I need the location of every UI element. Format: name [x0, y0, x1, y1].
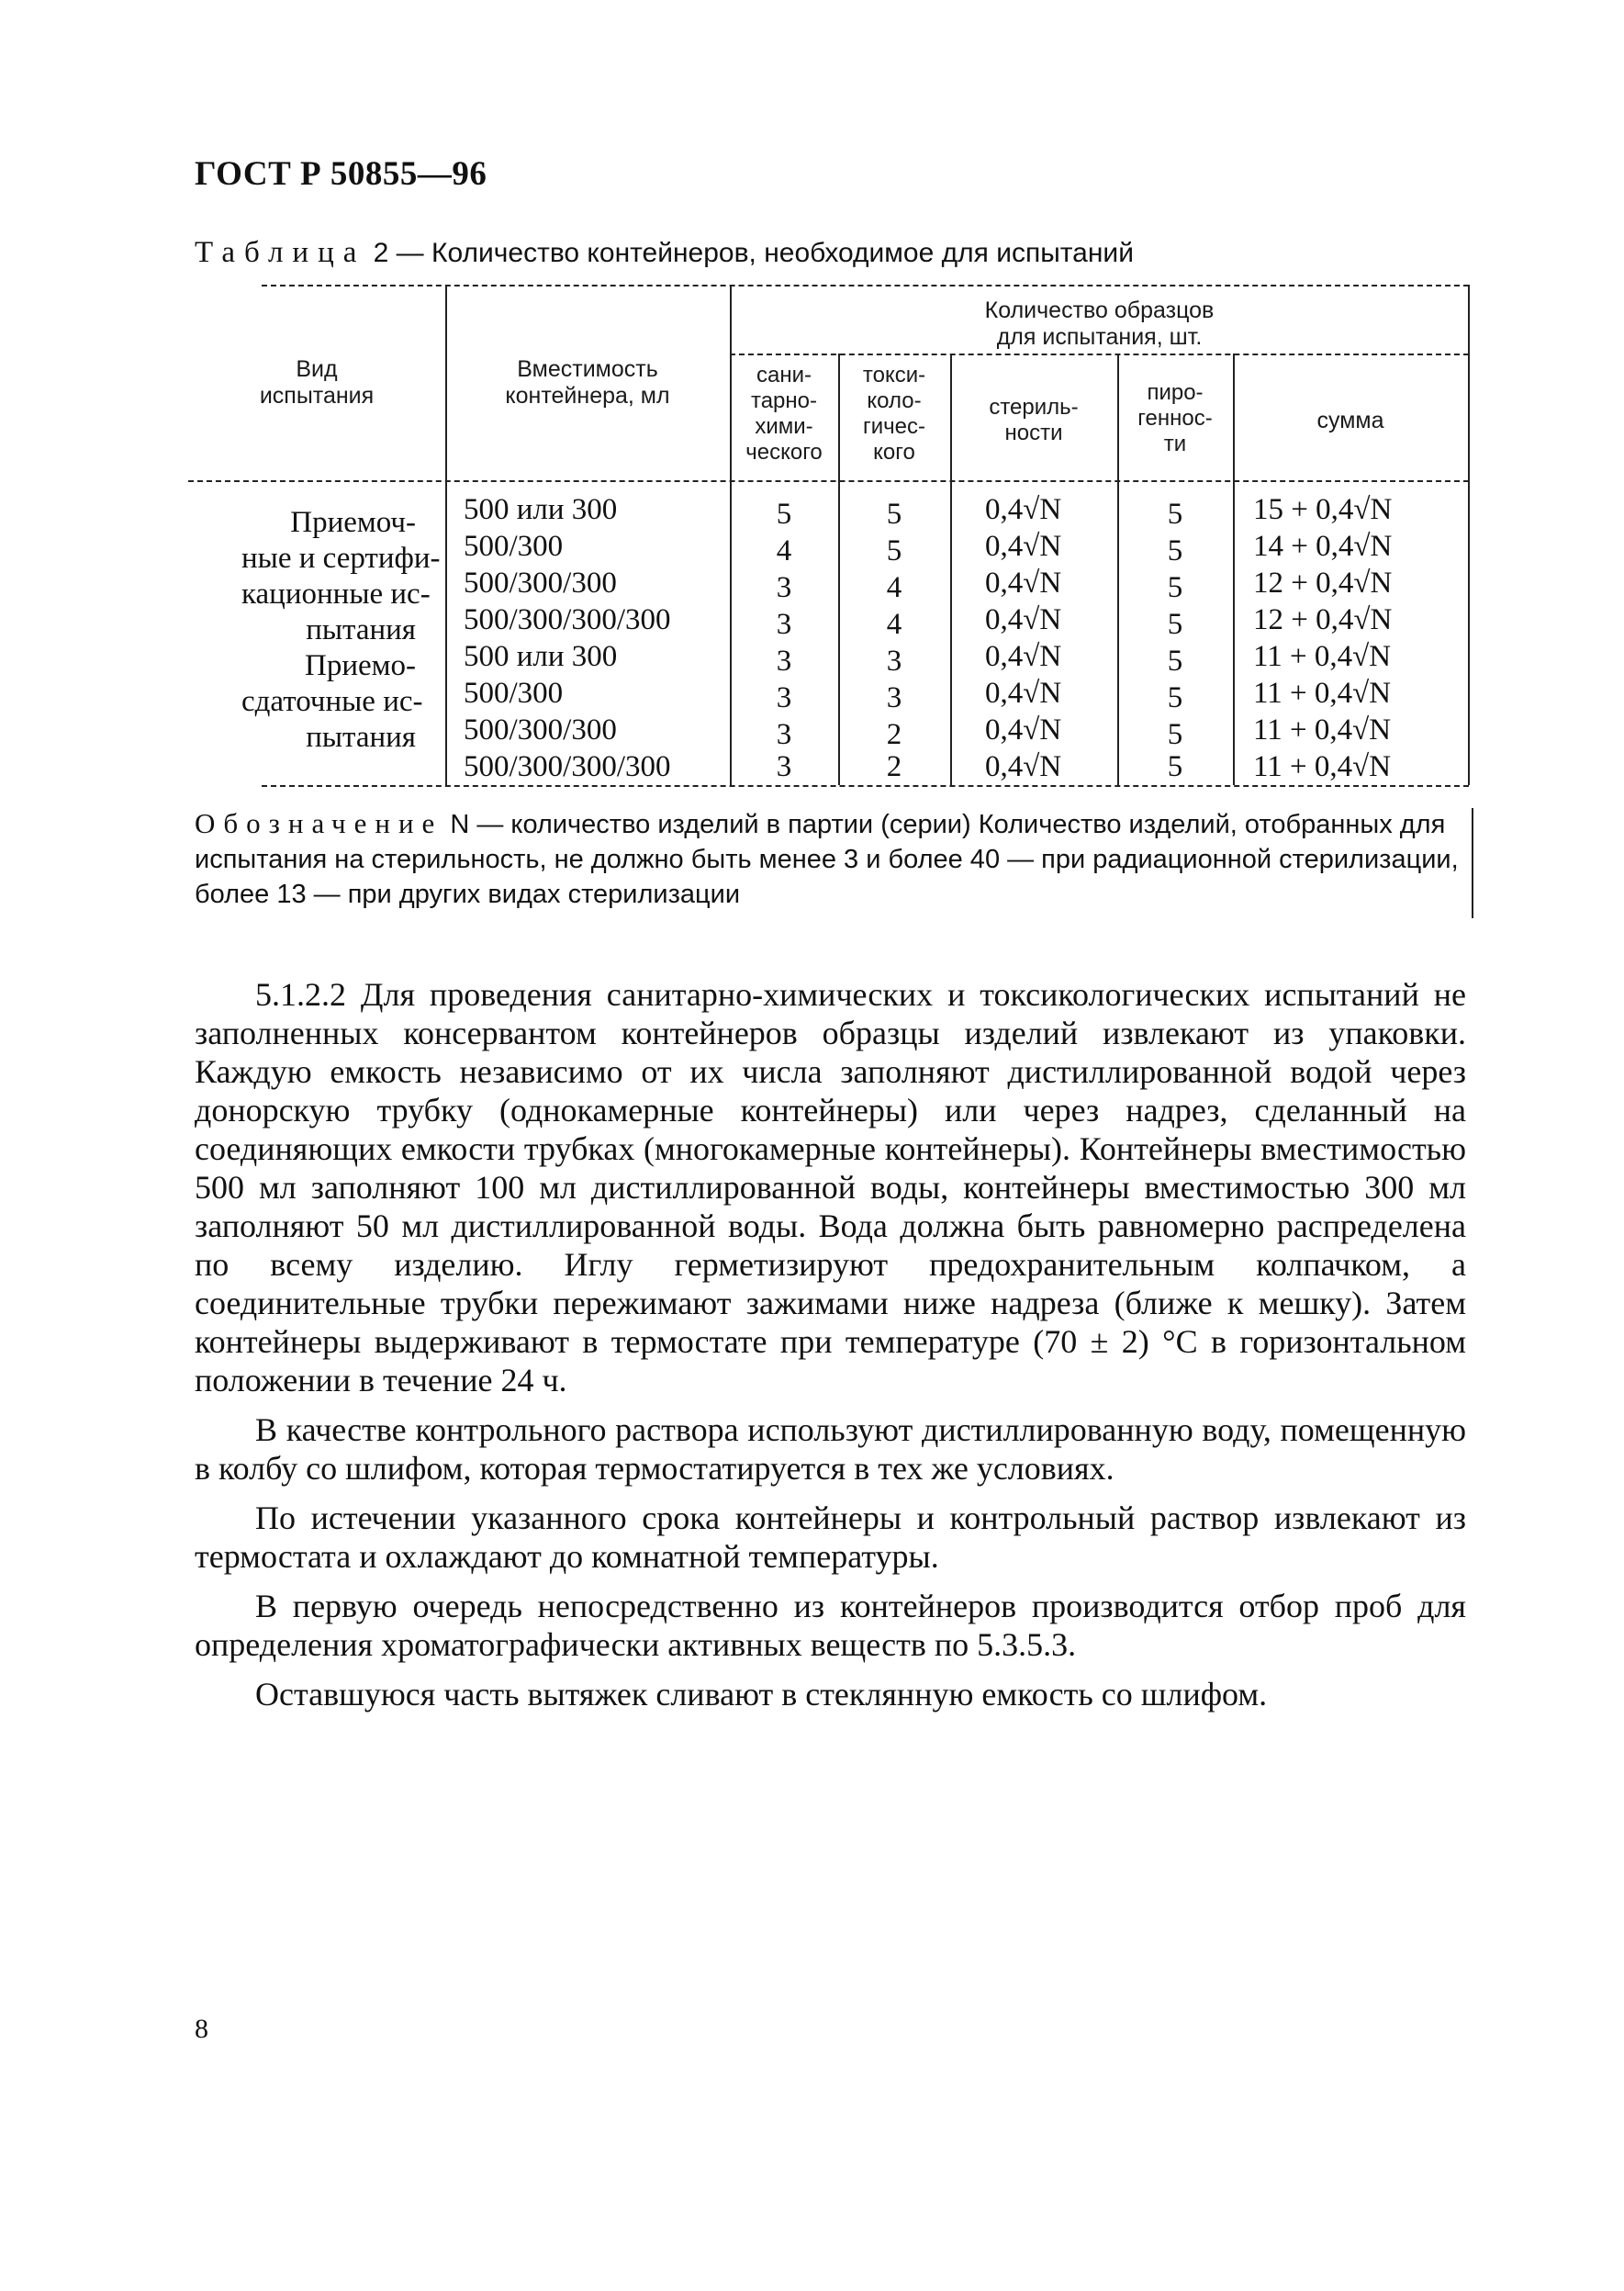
cell-pyro: 5: [1167, 498, 1183, 531]
header-line: тарно-: [750, 388, 817, 413]
document-header: ГОСТ Р 50855—96: [195, 155, 487, 193]
header-line: хими-: [755, 414, 813, 439]
test-type-acceptance: [241, 505, 441, 648]
cell-pyro: 5: [1167, 718, 1183, 751]
test-type-delivery: [241, 648, 423, 756]
cell-sanitary: 3: [776, 681, 792, 714]
cell-sanitary: 3: [776, 608, 792, 641]
cell-sanitary: 3: [776, 750, 792, 783]
header-capacity: [445, 356, 730, 410]
header-line: ческого: [745, 440, 823, 465]
header-line: Вместимость: [517, 356, 658, 382]
cell-sum: 11 + 0,4√N: [1253, 713, 1392, 747]
paragraph: В качестве контрольного раствора используют дистиллированную воду, помещенную в колбу со шлифом, которая термостатируется в тех же условиях.: [195, 1411, 1466, 1487]
test-type-line: пытания: [306, 613, 416, 646]
header-line: сани-: [756, 363, 812, 387]
cell-capacity: 500/300: [464, 530, 564, 563]
header-sum: [1233, 408, 1468, 434]
cell-sum: 14 + 0,4√N: [1253, 530, 1393, 563]
cell-sanitary: 4: [776, 534, 792, 567]
table-header-rule: [188, 480, 1469, 482]
cell-pyro: 5: [1167, 681, 1183, 714]
test-type-line: пытания: [306, 721, 416, 754]
cell-pyro: 5: [1167, 645, 1183, 678]
cell-capacity: 500 или 300: [464, 493, 618, 526]
header-line: стериль-: [989, 395, 1079, 420]
cell-capacity: 500/300/300/300: [464, 750, 671, 783]
table-bottom-rule: [262, 785, 1469, 787]
cell-sterility: 0,4√N: [985, 530, 1062, 563]
cell-sum: 11 + 0,4√N: [1253, 677, 1392, 710]
header-line: контейнера, мл: [505, 383, 670, 409]
header-pyrogenicity: [1117, 380, 1233, 457]
cell-toxic: 2: [886, 718, 902, 751]
cell-sanitary: 3: [776, 571, 792, 604]
table-caption-text: 2 — Количество контейнеров, необходимое для испытаний: [373, 238, 1134, 268]
header-sanitary: [730, 363, 838, 466]
cell-sterility: 0,4√N: [985, 750, 1062, 783]
cell-capacity: 500/300: [464, 677, 564, 710]
cell-toxic: 5: [886, 498, 902, 531]
cell-sterility: 0,4√N: [985, 603, 1062, 636]
table-vrule: [1468, 285, 1470, 785]
table-caption: [195, 236, 1134, 270]
header-line: Количество образцов: [984, 298, 1215, 323]
containers-table: [188, 285, 1469, 803]
test-type-line: Приемоч-: [290, 506, 416, 539]
cell-pyro: 5: [1167, 608, 1183, 641]
table-top-rule: [262, 285, 1469, 286]
cell-capacity: 500/300/300: [464, 713, 617, 747]
cell-capacity: 500 или 300: [464, 640, 618, 673]
cell-toxic: 4: [886, 608, 902, 641]
note-margin-bar: [1472, 808, 1473, 918]
cell-sum: 15 + 0,4√N: [1253, 493, 1393, 526]
cell-toxic: 2: [886, 750, 902, 783]
cell-sum: 11 + 0,4√N: [1253, 640, 1392, 673]
header-line: сумма: [1316, 408, 1384, 433]
paragraph: По истечении указанного срока контейнеры и контрольный раствор извлекают из термостата и охлаждают до комнатной температуры.: [195, 1499, 1466, 1575]
paragraph: В первую очередь непосредственно из контейнеров производится отбор проб для определения хроматографически активных веществ по 5.3.5.3.: [195, 1588, 1466, 1663]
cell-sterility: 0,4√N: [985, 567, 1062, 600]
cell-sum: 11 + 0,4√N: [1253, 750, 1392, 783]
cell-sterility: 0,4√N: [985, 640, 1062, 673]
cell-pyro: 5: [1167, 571, 1183, 604]
cell-pyro: 5: [1167, 534, 1183, 567]
header-line: ти: [1163, 432, 1187, 456]
header-line: кого: [873, 440, 915, 465]
header-sample-count-group: [730, 298, 1469, 351]
header-line: испытания: [259, 383, 375, 409]
cell-sterility: 0,4√N: [985, 493, 1062, 526]
cell-toxic: 3: [886, 645, 902, 678]
cell-toxic: 4: [886, 571, 902, 604]
paragraph: 5.1.2.2 Для проведения санитарно-химических и токсикологических испытаний не заполненных консервантом контейнеров образцы изделий извлекают из упаковки. Каждую емкость независимо от их числа заполняют дистиллированной водой через донорскую трубку (однокамерные контейнеры) или через надрез, сделанный на соединяющих емкости трубках (многокамерные контейнеры). Контейнеры вместимостью 500 мл заполняют 100 мл дистиллированной воды, контейнеры вместимостью 300 мл заполняют 50 мл дистиллированной воды. Вода должна быть равномерно распределена по всему изделию. Иглу герметизируют предохранительным колпачком, а соединительные трубки пережимают зажимами ниже надреза (ближе к мешку). Затем контейнеры выдерживают в термостате при температуре (70 ± 2) °С в горизонтальном положении в течение 24 ч.: [195, 976, 1466, 1398]
header-sterility: [950, 395, 1117, 446]
paragraph: Оставшуюся часть вытяжек сливают в стеклянную емкость со шлифом.: [255, 1676, 1268, 1713]
header-toxicological: [838, 363, 950, 466]
cell-sum: 12 + 0,4√N: [1253, 567, 1393, 600]
cell-capacity: 500/300/300/300: [464, 603, 671, 636]
cell-sanitary: 3: [776, 645, 792, 678]
test-type-column: [241, 505, 441, 756]
test-type-line: ные и сертифи-: [241, 542, 441, 575]
table-note-label: Обозначение: [195, 807, 443, 839]
cell-capacity: 500/300/300: [464, 567, 617, 600]
cell-pyro: 5: [1167, 750, 1183, 783]
cell-sum: 12 + 0,4√N: [1253, 603, 1393, 636]
test-type-line: кационные ис-: [241, 578, 431, 611]
table-group-rule: [730, 354, 1469, 355]
header-test-type: [188, 356, 445, 410]
cell-sanitary: 3: [776, 718, 792, 751]
header-line: пиро-: [1147, 380, 1204, 405]
header-line: токси-: [862, 363, 926, 387]
header-line: Вид: [296, 356, 338, 382]
header-line: коло-: [867, 388, 922, 413]
cell-toxic: 5: [886, 534, 902, 567]
table-caption-label: Таблица: [195, 236, 366, 269]
header-line: ности: [1004, 421, 1063, 445]
cell-sterility: 0,4√N: [985, 713, 1062, 747]
test-type-line: сдаточные ис-: [241, 685, 423, 718]
body-text: [195, 975, 1466, 1724]
table-note-text: N — количество изделий в партии (серии) Количество изделий, отобранных для испытания на стерильность, не должно быть менее 3 и более 40 — при радиационной стерилизации, более 13 — при других видах стерилизации: [195, 810, 1459, 909]
page-number: 8: [195, 2014, 208, 2044]
header-line: гичес-: [862, 414, 925, 439]
cell-toxic: 3: [886, 681, 902, 714]
cell-sterility: 0,4√N: [985, 677, 1062, 710]
table-note: [195, 806, 1466, 912]
header-line: геннос-: [1137, 406, 1213, 431]
header-line: для испытания, шт.: [996, 324, 1203, 350]
test-type-line: Приемо-: [304, 649, 416, 682]
cell-sanitary: 5: [776, 498, 792, 531]
